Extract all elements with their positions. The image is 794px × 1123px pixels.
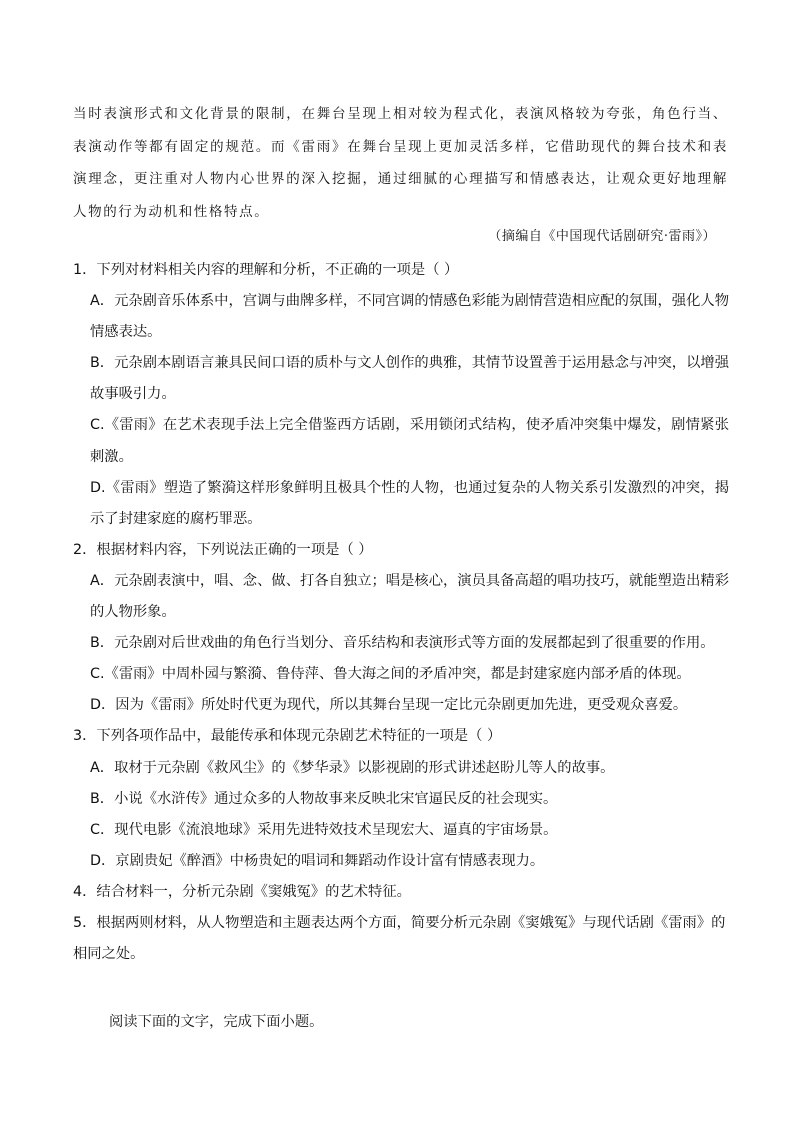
- question-2-option-b: B．元杂剧对后世戏曲的角色行当划分、音乐结构和表演形式等方面的发展都起到了很重要的作用。: [90, 635, 715, 652]
- question-1-option-a: A．元杂剧音乐体系中，宫调与曲牌多样，不同宫调的情感色彩能为剧情营造相应配的氛围，强化人物情感表达。: [90, 293, 729, 341]
- question-1-option-c: C.《雷雨》在艺术表现手法上完全借鉴西方话剧，采用锁闭式结构，使矛盾冲突集中爆发，剧情紧张刺激。: [90, 417, 729, 465]
- question-2-option-a: A．元杂剧表演中，唱、念、做、打各自独立；唱是核心，演员具备高超的唱功技巧，就能塑造出精彩的人物形象。: [90, 572, 729, 621]
- question-1-option-b: B．元杂剧本剧语言兼具民间口语的质朴与文人创作的典雅，其情节设置善于运用悬念与冲突，以增强故事吸引力。: [90, 355, 729, 403]
- passage-paragraph: 当时表演形式和文化背景的限制，在舞台呈现上相对较为程式化，表演风格较为夸张，角色行当、表演动作等都有固定的规范。而《雷雨》在舞台呈现上更加灵活多样，它借助现代的舞台技术和表演理念，更注重对人物内心世界的深入挖掘，通过细腻的心理描写和情感表达，让观众更好地理解人物的行为动机和性格特点。: [73, 106, 728, 220]
- passage-excerpt: [73, 98, 728, 228]
- passage-source: （摘编自《中国现代话剧研究·雷雨》）: [488, 229, 716, 244]
- question-2-option-c: C.《雷雨》中周朴园与繁漪、鲁侍萍、鲁大海之间的矛盾冲突，都是封建家庭内部矛盾的体现。: [90, 666, 691, 683]
- question-3-option-b: B．小说《水浒传》通过众多的人物故事来反映北宋官逼民反的社会现实。: [90, 790, 558, 807]
- question-3-option-c: C．现代电影《流浪地球》采用先进特效技术呈现宏大、逼真的宇宙场景。: [90, 821, 558, 838]
- question-5-stem: 5．根据两则材料，从人物塑造和主题表达两个方面，简要分析元杂剧《窦娥冤》与现代话剧《雷雨》的相同之处。: [73, 914, 726, 963]
- question-3-stem: 3．下列各项作品中，最能传承和体现元杂剧艺术特征的一项是（ ）: [73, 728, 502, 745]
- question-1-option-d: D.《雷雨》塑造了繁漪这样形象鲜明且极具个性的人物，也通过复杂的人物关系引发激烈的冲突，揭示了封建家庭的腐朽罪恶。: [90, 479, 729, 527]
- question-3-option-d: D．京剧贵妃《醉酒》中杨贵妃的唱词和舞蹈动作设计富有情感表现力。: [90, 852, 545, 869]
- question-2-stem: 2．根据材料内容，下列说法正确的一项是（ ）: [73, 541, 373, 558]
- question-2-option-d: D．因为《雷雨》所处时代更为现代，所以其舞台呈现一定比元杂剧更加先进，更受观众喜爱。: [90, 697, 688, 714]
- question-3-option-a: A．取材于元杂剧《救风尘》的《梦华录》以影视剧的形式讲述赵盼儿等人的故事。: [90, 759, 615, 776]
- question-1-stem: 1．下列对材料相关内容的理解和分析，不正确的一项是（ ）: [73, 262, 459, 278]
- reading-instruction: 阅读下面的文字，完成下面小题。: [109, 1014, 324, 1030]
- question-4-stem: 4．结合材料一，分析元杂剧《窦娥冤》的艺术特征。: [73, 883, 411, 900]
- question-list: [73, 255, 729, 970]
